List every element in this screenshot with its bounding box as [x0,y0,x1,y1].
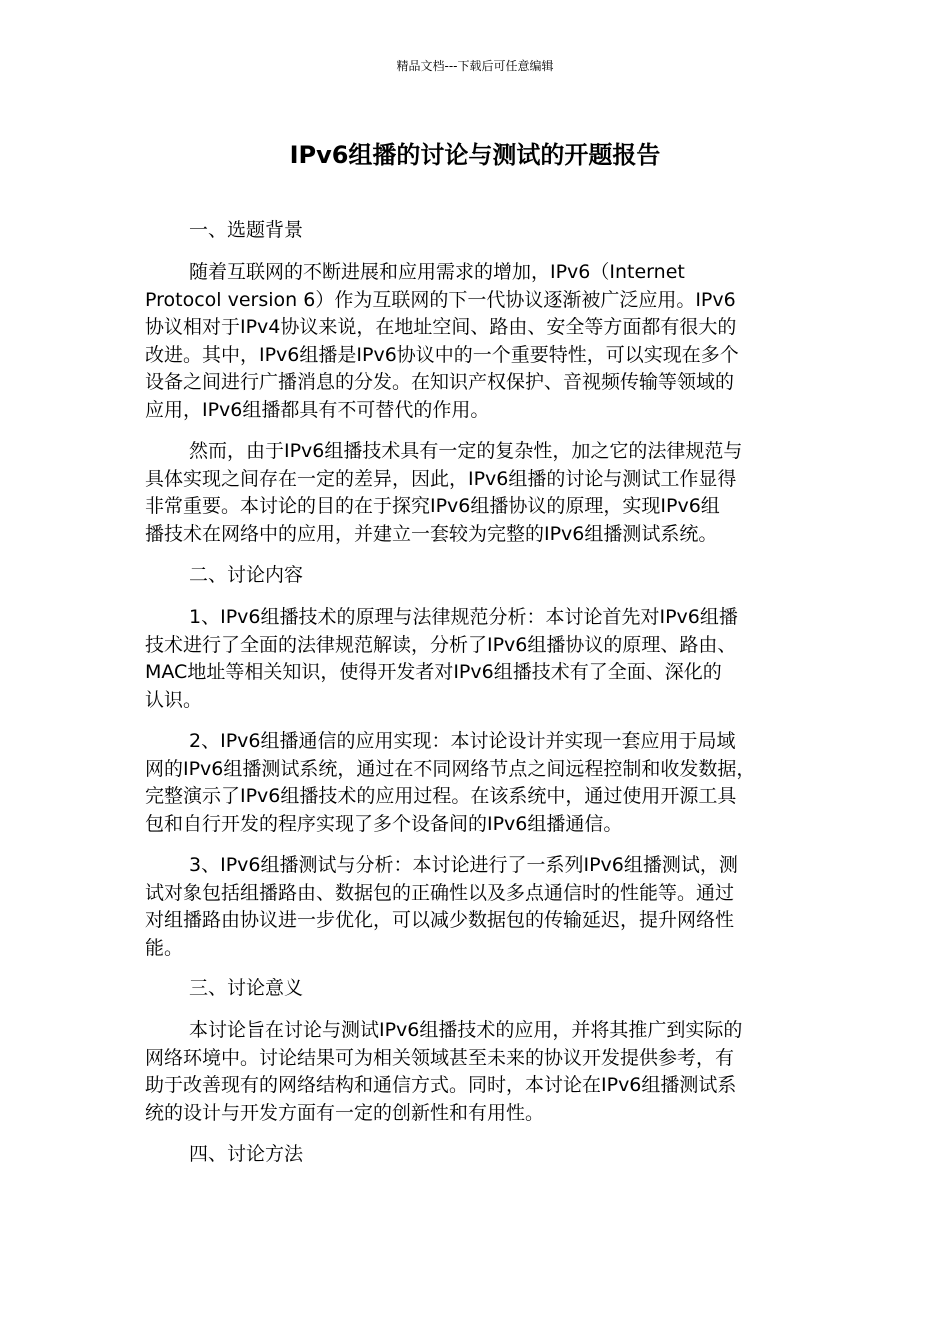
paragraph-line: 助于改善现有的网络结构和通信方式。同时，本讨论在IPv6组播测试系 [145,1074,737,1096]
paragraph-line: 设备之间进行广播消息的分发。在知识产权保护、音视频传输等领域的 [145,371,735,393]
paragraph-line: 2、IPv6组播通信的应用实现：本讨论设计并实现一套应用于局域 [189,730,736,752]
paragraph-line: 网络环境中。讨论结果可为相关领域甚至未来的协议开发提供参考，有 [145,1046,735,1069]
paragraph-line: 完整演示了IPv6组播技术的应用过程。在该系统中，通过使用开源工具 [145,785,737,807]
paragraph-content-1 [145,604,807,714]
paragraph-line: 随着互联网的不断进展和应用需求的增加，IPv6（Internet [189,261,685,283]
paragraph-line: 对组播路由协议进一步优化，可以减少数据包的传输延迟，提升网络性 [145,909,735,931]
paragraph-content-3 [145,852,807,962]
paragraph-line: Protocol version 6）作为互联网的下一代协议逐渐被广泛应用。IPv6 [145,288,736,311]
paragraph-line: 协议相对于IPv4协议来说，在地址空间、路由、安全等方面都有很大的 [145,316,737,338]
paragraph-line: 统的设计与开发方面有一定的创新性和有用性。 [145,1101,545,1124]
paragraph-background-1 [145,259,807,424]
paragraph-line: 播技术在网络中的应用，并建立一套较为完整的IPv6组播测试系统。 [145,522,718,545]
section-heading-significance: 三、讨论意义 [189,977,304,999]
paragraph-line: 应用，IPv6组播都具有不可替代的作用。 [145,398,490,421]
paragraph-line: 网的IPv6组播测试系统，通过在不同网络节点之间远程控制和收发数据， [145,757,756,780]
page-header-note: 精品文档---下载后可任意编辑 [396,59,554,73]
paragraph-line: MAC地址等相关知识，使得开发者对IPv6组播技术有了全面、深化的 [145,661,722,683]
document-title: IPv6组播的讨论与测试的开题报告 [289,141,661,169]
paragraph-line: 试对象包括组播路由、数据包的正确性以及多点通信时的性能等。通过 [145,881,735,904]
paragraph-line: 然而，由于IPv6组播技术具有一定的复杂性，加之它的法律规范与 [189,440,743,462]
paragraph-line: 认识。 [145,688,203,711]
paragraph-line: 包和自行开发的程序实现了多个设备间的IPv6组播通信。 [145,812,623,835]
paragraph-line: 技术进行了全面的法律规范解读，分析了IPv6组播协议的原理、路由、 [145,633,737,656]
paragraph-line: 1、IPv6组播技术的原理与法律规范分析：本讨论首先对IPv6组播 [189,606,738,628]
section-heading-method: 四、讨论方法 [189,1143,304,1165]
paragraph-line: 3、IPv6组播测试与分析：本讨论进行了一系列IPv6组播测试，测 [189,854,738,876]
paragraph-line: 本讨论旨在讨论与测试IPv6组播技术的应用，并将其推广到实际的 [189,1019,743,1041]
paragraph-content-2 [145,728,807,838]
paragraph-line: 具体实现之间存在一定的差异，因此，IPv6组播的讨论与测试工作显得 [145,467,737,490]
paragraph-line: 改进。其中，IPv6组播是IPv6协议中的一个重要特性，可以实现在多个 [145,343,739,366]
section-heading-content: 二、讨论内容 [189,564,304,586]
paragraph-line: 能。 [145,936,184,959]
paragraph-line: 非常重要。本讨论的目的在于探究IPv6组播协议的原理，实现IPv6组 [145,495,720,517]
paragraph-background-2 [145,438,807,548]
paragraph-significance [145,1017,807,1127]
section-heading-background: 一、选题背景 [189,219,304,241]
